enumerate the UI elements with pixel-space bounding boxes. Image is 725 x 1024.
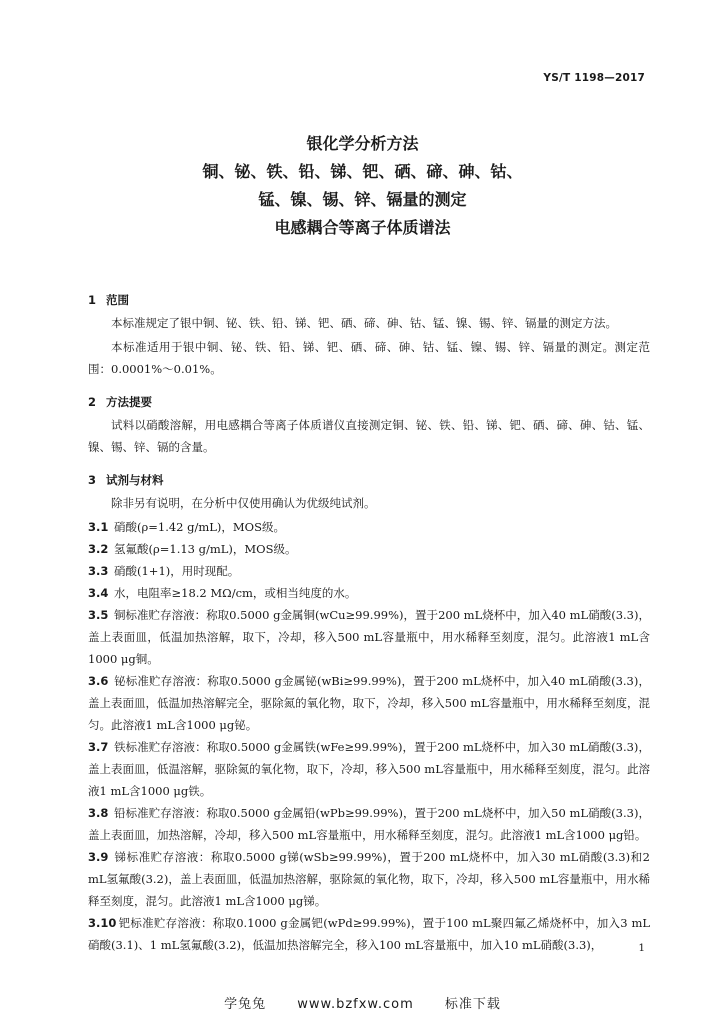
paragraph: 本标准规定了银中铜、铋、铁、铅、锑、钯、硒、碲、砷、钴、锰、镍、锡、锌、镉量的测定方法。: [111, 316, 617, 330]
list-item: [88, 560, 650, 582]
item-number: 3.7: [88, 740, 109, 754]
item-text: 锑标准贮存溶液：称取0.5000 g锑(wSb≥99.99%)，置于200 mL烧杯中，加入30 mL硝酸(3.3)和2 mL氢氟酸(3.2)，盖上表面皿，低温加热溶解，驱除氮的氧化物，取下，冷却，移入500 mL容量瓶中，用水稀释至刻度，混匀。此溶液1 mL含1000 μg锑。: [88, 850, 650, 908]
item-number: 3.5: [88, 608, 109, 622]
paragraph: 本标准适用于银中铜、铋、铁、铅、锑、钯、硒、碲、砷、钴、锰、镍、锡、锌、镉量的测定。测定范围：0.0001%～0.01%。: [88, 340, 650, 376]
item-number: 3.9: [88, 850, 109, 864]
section-title: 试剂与材料: [106, 473, 164, 487]
page-number: 1: [638, 942, 645, 954]
item-number: 3.2: [88, 542, 109, 556]
item-number: 3.1: [88, 520, 109, 534]
section-heading: [88, 468, 650, 492]
item-text: 水，电阻率≥18.2 MΩ/cm，或相当纯度的水。: [114, 586, 357, 600]
item-text: 钯标准贮存溶液：称取0.1000 g金属钯(wPd≥99.99%)，置于100 mL聚四氟乙烯烧杯中，加入3 mL硝酸(3.1)、1 mL氢氟酸(3.2)，低温加热溶解完全，移入100 mL容量瓶中，加入10 mL硝酸(3.3)，: [88, 916, 650, 952]
list-item: [88, 846, 650, 912]
section-title: 方法提要: [106, 395, 152, 409]
section-heading: [88, 390, 650, 414]
section-number: 2: [88, 395, 97, 409]
list-item: [88, 582, 650, 604]
section-heading: [88, 288, 650, 312]
list-item: [88, 604, 650, 670]
title-line: 电感耦合等离子体质谱法: [274, 218, 451, 237]
list-item: [88, 912, 650, 956]
section-title: 范围: [106, 293, 129, 307]
list-item: [88, 670, 650, 736]
title-line: 铜、铋、铁、铅、锑、钯、硒、碲、砷、钴、: [202, 162, 523, 181]
item-text: 硝酸(1+1)，用时现配。: [114, 564, 240, 578]
title-line: 银化学分析方法: [306, 134, 419, 153]
section-number: 3: [88, 473, 97, 487]
item-text: 铅标准贮存溶液：称取0.5000 g金属铅(wPb≥99.99%)，置于200 mL烧杯中，加入50 mL硝酸(3.3)，盖上表面皿，加热溶解，冷却，移入500 mL容量瓶中，用水稀释至刻度，混匀。此溶液1 mL含1000 μg铅。: [88, 806, 650, 842]
item-number: 3.10: [88, 916, 117, 930]
item-number: 3.4: [88, 586, 109, 600]
footer-tagline: 标准下载: [444, 997, 501, 1012]
footer: [0, 993, 725, 1012]
item-number: 3.3: [88, 564, 109, 578]
list-item: [88, 802, 650, 846]
section-number: 1: [88, 293, 97, 307]
list-item: [88, 538, 650, 560]
item-text: 铁标准贮存溶液：称取0.5000 g金属铁(wFe≥99.99%)，置于200 mL烧杯中，加入30 mL硝酸(3.3)，盖上表面皿，低温溶解，驱除氮的氧化物，取下，冷却，移入500 mL容量瓶中，用水稀释至刻度，混匀。此溶液1 mL含1000 μg铁。: [88, 740, 650, 798]
standard-number: YS/T 1198—2017: [543, 72, 645, 84]
footer-site-name: 学兔兔: [224, 997, 267, 1012]
item-text: 氢氟酸(ρ=1.13 g/mL)，MOS级。: [114, 542, 297, 556]
item-number: 3.6: [88, 674, 109, 688]
list-item: [88, 516, 650, 538]
item-number: 3.8: [88, 806, 109, 820]
item-text: 铜标准贮存溶液：称取0.5000 g金属铜(wCu≥99.99%)，置于200 mL烧杯中，加入40 mL硝酸(3.3)，盖上表面皿，低温加热溶解，取下，冷却，移入500 mL容量瓶中，用水稀释至刻度，混匀。此溶液1 mL含1000 μg铜。: [88, 608, 650, 666]
document-body: [88, 288, 650, 956]
footer-site-url[interactable]: www.bzfxw.com: [297, 997, 414, 1012]
list-item: [88, 736, 650, 802]
document-title: [0, 130, 725, 242]
paragraph: 除非另有说明，在分析中仅使用确认为优级纯试剂。: [111, 496, 376, 510]
item-text: 铋标准贮存溶液：称取0.5000 g金属铋(wBi≥99.99%)，置于200 mL烧杯中，加入40 mL硝酸(3.3)，盖上表面皿，低温加热溶解完全，驱除氮的氧化物，取下，冷却，移入500 mL容量瓶中，用水稀释至刻度，混匀。此溶液1 mL含1000 μg铋。: [88, 674, 650, 732]
item-text: 硝酸(ρ=1.42 g/mL)，MOS级。: [114, 520, 285, 534]
paragraph: 试料以硝酸溶解，用电感耦合等离子体质谱仪直接测定铜、铋、铁、铅、锑、钯、硒、碲、砷、钴、锰、镍、锡、锌、镉的含量。: [88, 418, 650, 454]
title-line: 锰、镍、锡、锌、镉量的测定: [258, 190, 467, 209]
